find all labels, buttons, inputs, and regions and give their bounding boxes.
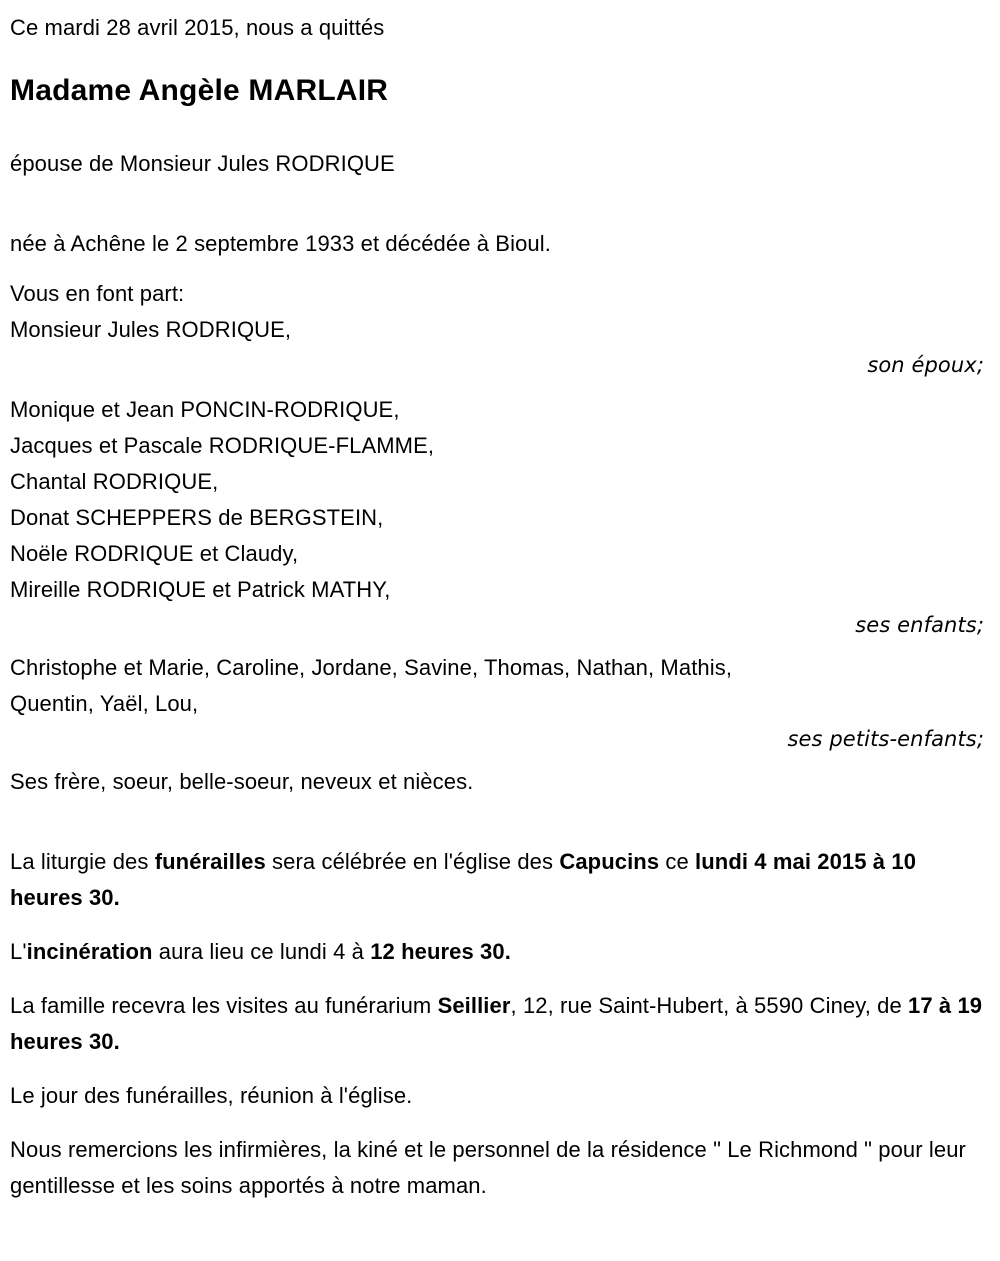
list-item: Donat SCHEPPERS de BERGSTEIN, bbox=[10, 505, 384, 530]
visits-text-2: , 12, rue Saint-Hubert, à 5590 Ciney, de bbox=[510, 993, 909, 1018]
grandchildren-list bbox=[10, 650, 992, 722]
children-attribution: ses enfants; bbox=[855, 613, 984, 637]
grandchildren-attribution: ses petits-enfants; bbox=[787, 727, 984, 751]
spouse-line: épouse de Monsieur Jules RODRIQUE bbox=[10, 151, 395, 176]
birth-death-line: née à Achêne le 2 septembre 1933 et décédée à Bioul. bbox=[10, 231, 551, 256]
liturgy-text-1: La liturgie des bbox=[10, 849, 155, 874]
spacer bbox=[10, 1060, 992, 1078]
visits-bold-hours: 17 à 19 heures 30. bbox=[10, 993, 983, 1054]
liturgy-bold-capucins: Capucins bbox=[559, 849, 660, 874]
cremation-paragraph bbox=[10, 934, 992, 970]
husband-attribution: son époux; bbox=[867, 353, 984, 377]
spacer bbox=[10, 110, 992, 146]
relatives-line: Ses frère, soeur, belle-soeur, neveux et nièces. bbox=[10, 769, 474, 794]
spacer bbox=[10, 182, 992, 226]
announced-by-block bbox=[10, 276, 992, 348]
liturgy-bold-datetime: lundi 4 mai 2015 à 10 heures 30. bbox=[10, 849, 917, 910]
husband-line: Monsieur Jules RODRIQUE, bbox=[10, 317, 292, 342]
list-item: Chantal RODRIQUE, bbox=[10, 469, 219, 494]
list-item: Monique et Jean PONCIN-RODRIQUE, bbox=[10, 397, 400, 422]
gathering-paragraph: Le jour des funérailles, réunion à l'église. bbox=[10, 1083, 413, 1108]
cremation-bold-time: 12 heures 30. bbox=[370, 939, 511, 964]
spacer bbox=[10, 642, 992, 650]
list-item: Quentin, Yaël, Lou, bbox=[10, 691, 199, 716]
liturgy-bold-funerailles: funérailles bbox=[154, 849, 266, 874]
list-item: Christophe et Marie, Caroline, Jordane, Savine, Thomas, Nathan, Mathis, bbox=[10, 655, 733, 680]
deceased-name: Madame Angèle MARLAIR bbox=[10, 74, 389, 107]
spacer bbox=[10, 46, 992, 72]
cremation-text-1: L' bbox=[10, 939, 27, 964]
spacer bbox=[10, 382, 992, 392]
announced-by-intro: Vous en font part: bbox=[10, 281, 185, 306]
list-item: Noële RODRIQUE et Claudy, bbox=[10, 541, 299, 566]
liturgy-text-3: ce bbox=[659, 849, 696, 874]
cremation-bold-incineration: incinération bbox=[26, 939, 153, 964]
spacer bbox=[10, 800, 992, 844]
liturgy-paragraph bbox=[10, 844, 992, 916]
list-item: Mireille RODRIQUE et Patrick MATHY, bbox=[10, 577, 391, 602]
spacer bbox=[10, 970, 992, 988]
children-list bbox=[10, 392, 992, 608]
cremation-text-2: aura lieu ce lundi 4 à bbox=[152, 939, 371, 964]
spacer bbox=[10, 262, 992, 276]
thanks-paragraph: Nous remercions les infirmières, la kiné et le personnel de la résidence " Le Richmond " pour leur gentillesse et les soins apportés à notre maman. bbox=[10, 1137, 966, 1198]
liturgy-text-2: sera célébrée en l'église des bbox=[265, 849, 560, 874]
spacer bbox=[10, 916, 992, 934]
list-item: Jacques et Pascale RODRIQUE-FLAMME, bbox=[10, 433, 435, 458]
opening-line: Ce mardi 28 avril 2015, nous a quittés bbox=[10, 15, 385, 40]
visits-paragraph bbox=[10, 988, 992, 1060]
spacer bbox=[10, 756, 992, 764]
spacer bbox=[10, 1114, 992, 1132]
visits-bold-funeral-home: Seillier bbox=[437, 993, 511, 1018]
visits-text-1: La famille recevra les visites au funérarium bbox=[10, 993, 438, 1018]
